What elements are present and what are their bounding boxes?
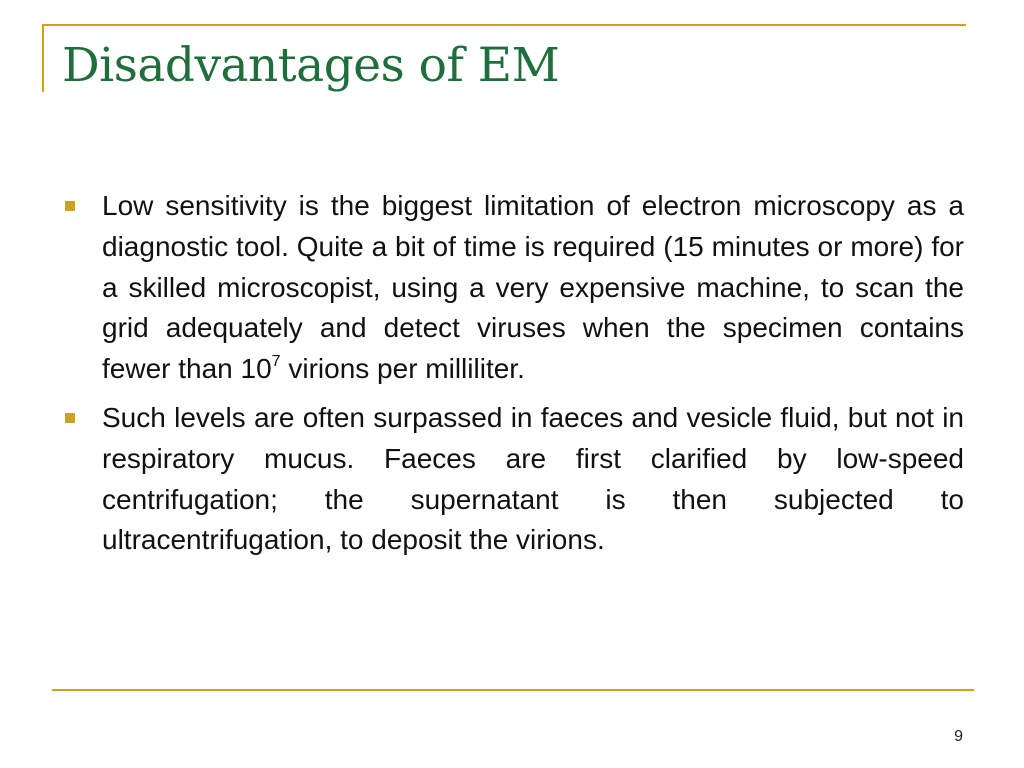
bullet-text-2: Such levels are often surpassed in faeces and vesicle fluid, but not in respiratory mucus. Faeces are first clarified by low-speed centrifugation; the supernatant is then subjected to ultracentrifugation, to deposit the virions. bbox=[102, 401, 964, 556]
slide-title: Disadvantages of EM bbox=[62, 38, 560, 93]
footer-divider-line bbox=[52, 689, 974, 691]
bullet-text-1-superscript: 7 bbox=[271, 353, 281, 371]
square-bullet-icon bbox=[65, 201, 75, 211]
page-number: 9 bbox=[954, 728, 963, 745]
title-frame-top-line bbox=[42, 24, 966, 26]
bullet-text-1-main: Low sensitivity is the biggest limitation of electron microscopy as a diagnostic tool. Quite a bit of time is required (15 minutes or more) for a skilled microscopist, using a very expensive machine, to scan the grid adequately and detect viruses when the specimen contains fewer than 10 bbox=[102, 190, 964, 385]
bullet-item-2 bbox=[60, 398, 964, 561]
bullet-item-1 bbox=[60, 186, 964, 390]
bullet-list bbox=[60, 186, 964, 569]
square-bullet-icon bbox=[65, 413, 75, 423]
bullet-text-1 bbox=[102, 186, 964, 390]
bullet-text-1-tail: virions per milliliter. bbox=[280, 353, 525, 385]
title-frame-vertical-line bbox=[42, 24, 44, 92]
